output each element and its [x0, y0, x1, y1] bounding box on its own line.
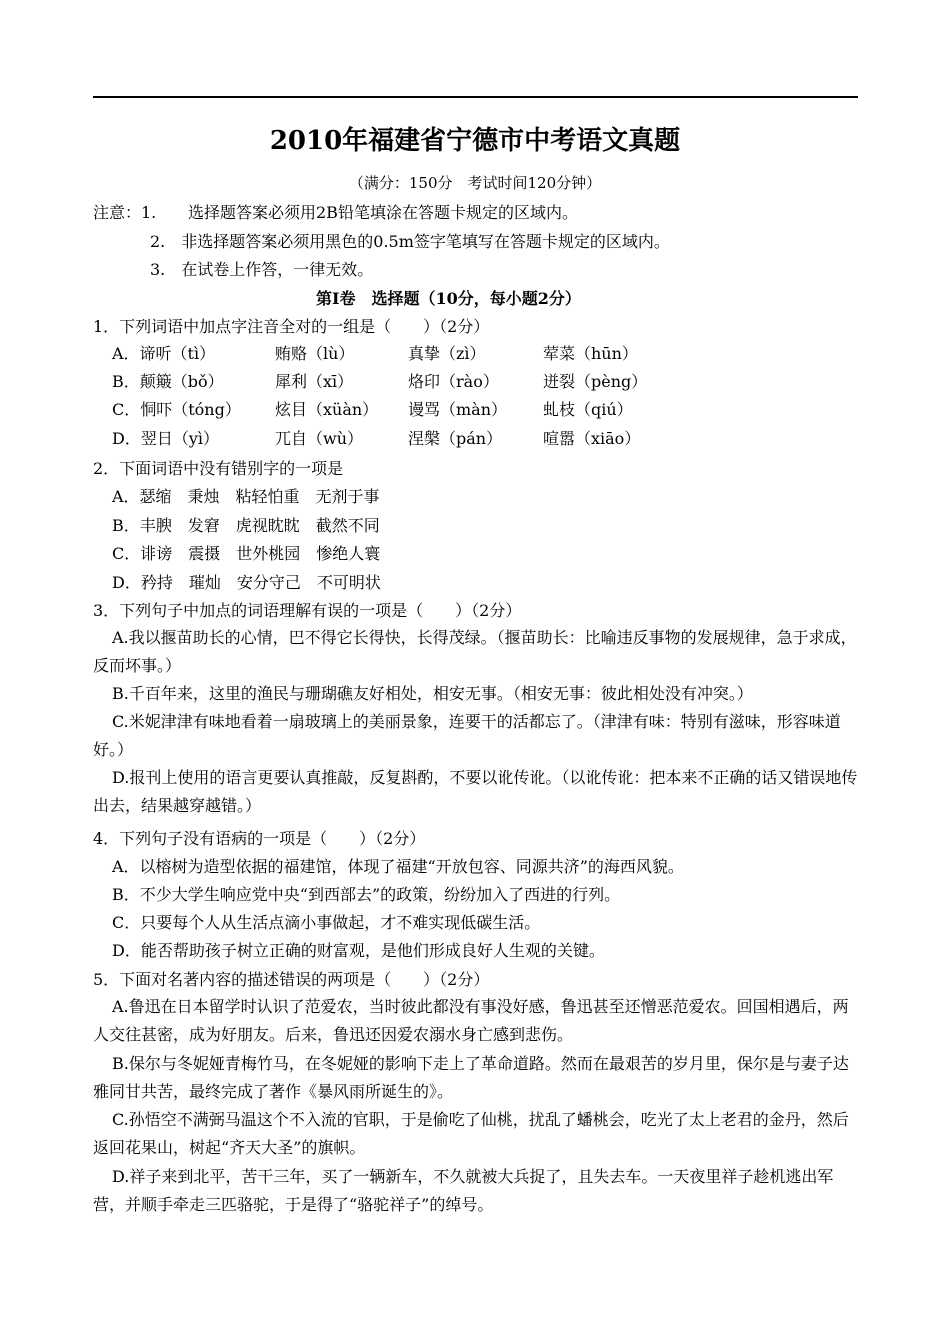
- q4-stem: 4．下列句子没有语病的一项是（ ）（2分）: [93, 829, 426, 848]
- note-1: 选择题答案必须用2B铅笔填涂在答题卡规定的区域内。: [188, 203, 578, 222]
- q3-a: A.我以揠苗助长的心情，巴不得它长得快，长得茂绿。（揠苗助长：比喻违反事物的发展规律，急于求成，反而坏事。）: [93, 628, 857, 675]
- q1-c-3: 谩骂（màn）: [408, 400, 508, 419]
- q2-c: C．诽谤 震摄 世外桃园 惨绝人寰: [112, 544, 381, 563]
- q5-a: A.鲁迅在日本留学时认识了范爱农，当时彼此都没有事没好感，鲁迅甚至还憎恶范爱农。回国相遇后，两人交往甚密，成为好朋友。后来，鲁迅还因爱农溺水身亡感到悲伤。: [93, 997, 849, 1044]
- q3-stem: 3．下列句子中加点的词语理解有误的一项是（ ）（2分）: [93, 601, 522, 620]
- q2-d: D．矜持 璀灿 安分守己 不可明状: [112, 573, 381, 592]
- q5-c: C.孙悟空不满弼马温这个不入流的官职，于是偷吃了仙桃，扰乱了蟠桃会，吃光了太上老君的金丹，然后返回花果山，树起“齐天大圣”的旗帜。: [93, 1110, 849, 1157]
- q1-d-2: 兀自（wù）: [275, 429, 364, 448]
- q1-stem: 1．下列词语中加点字注音全对的一组是（ ）（2分）: [93, 317, 490, 336]
- q1-b-1: B．颠簸（bǒ）: [112, 372, 224, 391]
- q1-c-1: C．恫吓（tóng）: [112, 400, 241, 419]
- q4-c: C．只要每个人从生活点滴小事做起，才不难实现低碳生活。: [112, 913, 541, 932]
- note-3: 3. 在试卷上作答，一律无效。: [150, 260, 374, 279]
- q1-b-3: 烙印（rào）: [408, 372, 499, 391]
- q1-a-1: A．谛听（tì）: [112, 344, 216, 363]
- q1-a-3: 真挚（zì）: [408, 344, 486, 363]
- q2-b: B．丰腴 发窘 虎视眈眈 截然不同: [112, 516, 380, 535]
- q1-a-2: 贿赂（lù）: [275, 344, 355, 363]
- q3-c: C.米妮津津有味地看着一扇玻璃上的美丽景象，连要干的活都忘了。（津津有味：特别有滋味，形容味道好。）: [93, 712, 841, 759]
- section-heading: 第Ⅰ卷 选择题（10分，每小题2分）: [316, 289, 581, 308]
- q5-d: D.祥子来到北平，苦干三年，买了一辆新车，不久就被大兵捉了，且失去车。一天夜里祥子趁机逃出军营，并顺手牵走三匹骆驼，于是得了“骆驼祥子”的绰号。: [93, 1167, 834, 1214]
- q1-d-1: D．翌日（yì）: [112, 429, 219, 448]
- q4-b: B．不少大学生响应党中央“到西部去”的政策，纷纷加入了西进的行列。: [112, 885, 621, 904]
- q2-a: A．瑟缩 秉烛 粘轻怕重 无剂于事: [112, 487, 380, 506]
- notes-label: 注意：1.: [93, 203, 157, 222]
- top-rule: [93, 96, 858, 98]
- page-subtitle: （满分：150分 考试时间120分钟）: [348, 174, 602, 192]
- q4-a: A．以榕树为造型依据的福建馆，体现了福建“开放包容、同源共济”的海西风貌。: [112, 857, 684, 876]
- q1-c-4: 虬枝（qiú）: [543, 400, 633, 419]
- q4-d: D．能否帮助孩子树立正确的财富观，是他们形成良好人生观的关键。: [112, 941, 605, 960]
- q5-b: B.保尔与冬妮娅青梅竹马，在冬妮娅的影响下走上了革命道路。然而在最艰苦的岁月里，保尔是与妻子达雅同甘共苦，最终完成了著作《暴风雨所诞生的》。: [93, 1054, 849, 1101]
- q3-d: D.报刊上使用的语言更要认真推敲，反复斟酌，不要以讹传讹。（以讹传讹：把本来不正确的话又错误地传出去，结果越穿越错。）: [93, 768, 858, 815]
- page-title: 2010年福建省宁德市中考语文真题: [269, 126, 681, 156]
- q1-c-2: 炫目（xüàn）: [275, 400, 379, 419]
- note-2: 2. 非选择题答案必须用黑色的0.5m签字笔填写在答题卡规定的区域内。: [150, 232, 670, 251]
- q2-stem: 2．下面词语中没有错别字的一项是: [93, 459, 344, 478]
- q5-stem: 5．下面对名著内容的描述错误的两项是（ ）（2分）: [93, 970, 490, 989]
- q1-b-2: 犀利（xī）: [275, 372, 354, 391]
- q3-b: B.千百年来，这里的渔民与珊瑚礁友好相处，相安无事。（相安无事：彼此相处没有冲突。）: [112, 684, 753, 703]
- q1-a-4: 荤菜（hūn）: [543, 344, 638, 363]
- q1-d-4: 喧嚣（xiāo）: [543, 429, 641, 448]
- q1-b-4: 迸裂（pèng）: [543, 372, 648, 391]
- q1-d-3: 涅槃（pán）: [408, 429, 503, 448]
